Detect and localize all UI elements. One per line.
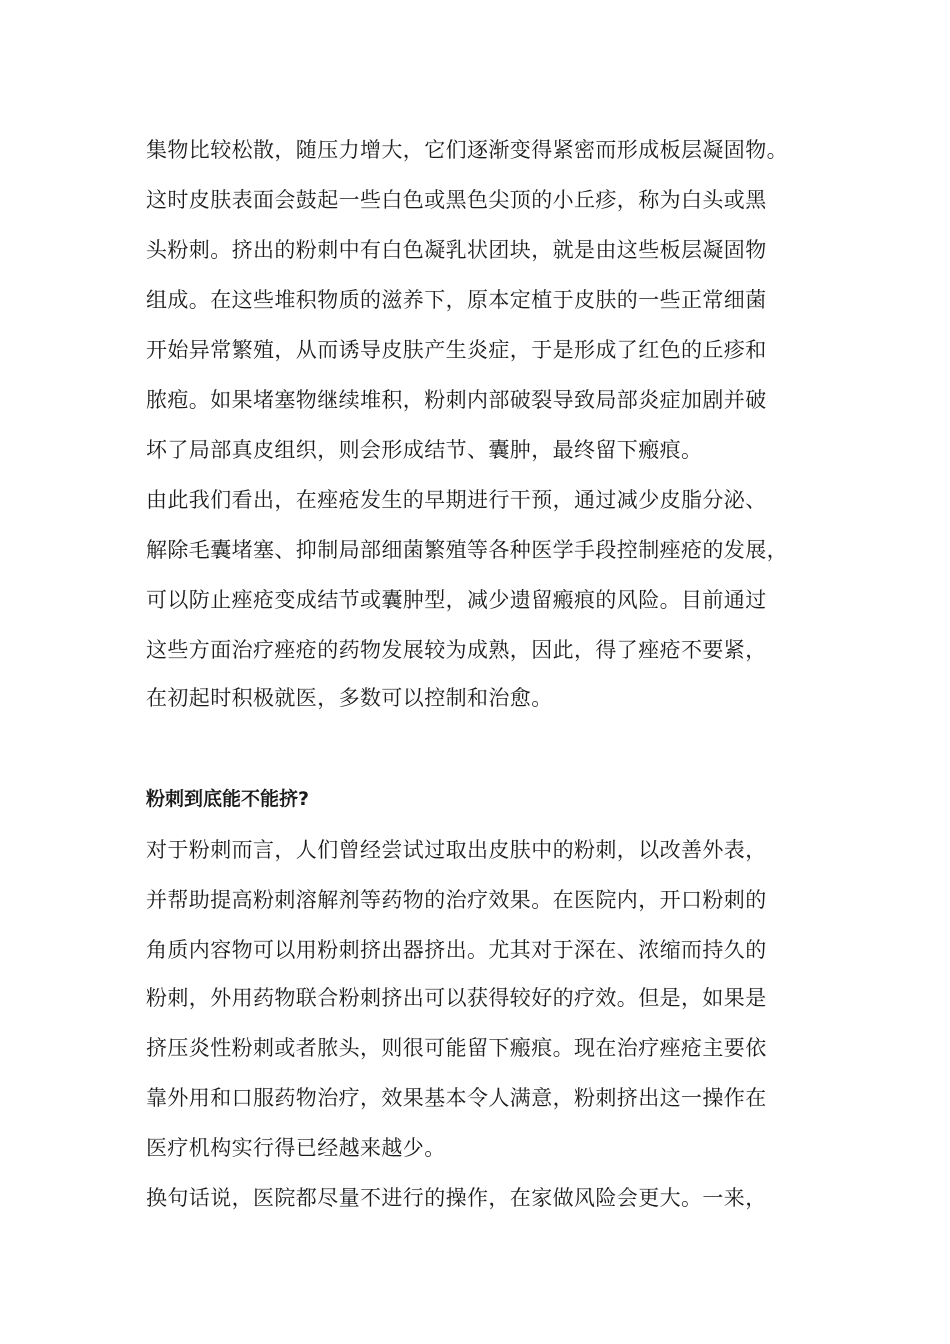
paragraph-2-line-1: 由此我们看出，在痤疮发生的早期进行干预，通过减少皮脂分泌、	[146, 488, 767, 512]
paragraph-3-line-5: 挤压炎性粉刺或者脓头，则很可能留下瘢痕。现在治疗痤疮主要依	[146, 1036, 767, 1060]
paragraph-1-line-1: 集物比较松散，随压力增大，它们逐渐变得紧密而形成板层凝固物。	[146, 138, 788, 162]
paragraph-2-line-5: 在初起时积极就医，多数可以控制和治愈。	[146, 686, 553, 710]
paragraph-3-line-6: 靠外用和口服药物治疗，效果基本令人满意，粉刺挤出这一操作在	[146, 1086, 767, 1110]
paragraph-1-line-7: 坏了局部真皮组织，则会形成结节、囊肿，最终留下瘢痕。	[146, 438, 703, 462]
paragraph-1-line-6: 脓疱。如果堵塞物继续堆积，粉刺内部破裂导致局部炎症加剧并破	[146, 388, 767, 412]
paragraph-3-line-2: 并帮助提高粉刺溶解剂等药物的治疗效果。在医院内，开口粉刺的	[146, 888, 767, 912]
paragraph-3-line-1: 对于粉刺而言，人们曾经尝试过取出皮肤中的粉刺，以改善外表，	[146, 838, 767, 862]
paragraph-1-line-2: 这时皮肤表面会鼓起一些白色或黑色尖顶的小丘疹，称为白头或黑	[146, 188, 767, 212]
paragraph-3-line-3: 角质内容物可以用粉刺挤出器挤出。尤其对于深在、浓缩而持久的	[146, 938, 767, 962]
paragraph-2-line-4: 这些方面治疗痤疮的药物发展较为成熟，因此，得了痤疮不要紧，	[146, 638, 767, 662]
paragraph-2-line-3: 可以防止痤疮变成结节或囊肿型，减少遗留瘢痕的风险。目前通过	[146, 588, 767, 612]
paragraph-2-line-2: 解除毛囊堵塞、抑制局部细菌繁殖等各种医学手段控制痤疮的发展，	[146, 538, 788, 562]
paragraph-3-line-7: 医疗机构实行得已经越来越少。	[146, 1136, 446, 1160]
paragraph-1-line-4: 组成。在这些堆积物质的滋养下，原本定植于皮肤的一些正常细菌	[146, 288, 767, 312]
section-heading: 粉刺到底能不能挤?	[146, 788, 310, 810]
paragraph-1-line-5: 开始异常繁殖，从而诱导皮肤产生炎症，于是形成了红色的丘疹和	[146, 338, 767, 362]
paragraph-4-line-1: 换句话说，医院都尽量不进行的操作，在家做风险会更大。一来，	[146, 1186, 767, 1210]
paragraph-3-line-4: 粉刺，外用药物联合粉刺挤出可以获得较好的疗效。但是，如果是	[146, 986, 767, 1010]
paragraph-1-line-3: 头粉刺。挤出的粉刺中有白色凝乳状团块，就是由这些板层凝固物	[146, 238, 767, 262]
